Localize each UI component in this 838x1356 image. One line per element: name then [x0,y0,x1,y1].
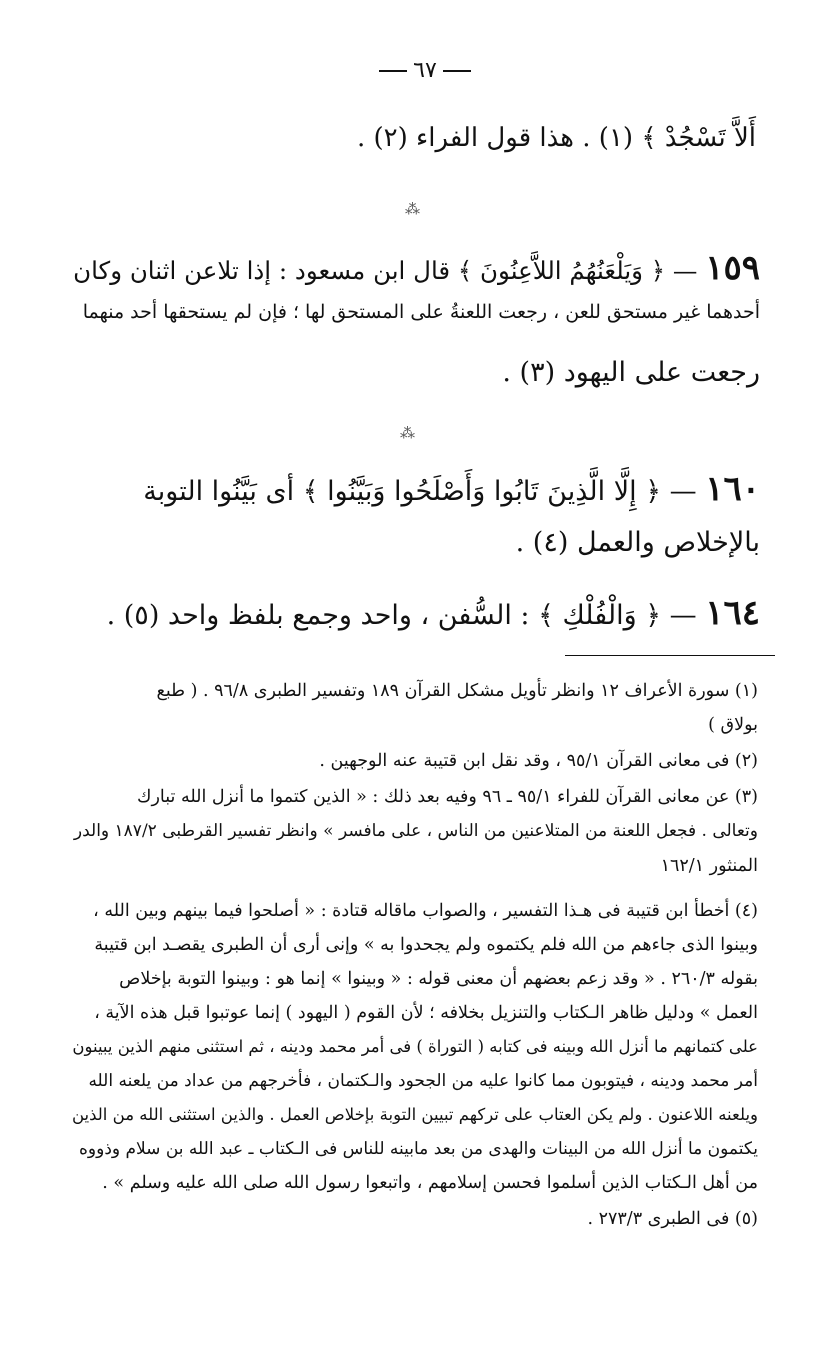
entry-159-line-3: رجعت على اليهود (٣) . [502,357,760,388]
entry-159-text-1: — ﴿ وَيَلْعَنُهُمُ اللاَّعِنُونَ ﴾ قال ابن مسعود : إذا تلاعن اثنان وكان [73,256,698,285]
footnote-4-line-7: ويلعنه اللاعنون . ولم يكن العتاب على تركهم تبيين التوبة بإخلاص العمل . والذين استثنى الله من الذين [71,1105,758,1124]
footnote-4-line-4: العمل » ودليل ظاهر الـكتاب والتنزيل بخلافه ؛ لأن القوم ( اليهود ) إنما عوتبوا قبل هذه الآية ، [94,1003,758,1023]
footnote-4-line-3: بقوله ٢٦٠/٣ . « وقد زعم بعضهم أن معنى قوله : « وبينوا » إنما هو : وبينوا التوبة بإخلاص [119,969,758,989]
entry-159-line-1 [73,246,760,290]
footnote-separator [565,655,775,656]
page-number [360,58,490,83]
entry-159-number: ١٥٩ [705,248,760,288]
footnote-5: (٥) فى الطبرى ٢٧٣/٣ . [587,1209,758,1229]
entry-164-number: ١٦٤ [705,593,760,633]
footnote-1-line-2: بولاق ) [708,715,758,735]
footnote-1-line-1: (١) سورة الأعراف ١٢ وانظر تأويل مشكل القرآن ١٨٩ وتفسير الطبرى ٩٦/٨ . ( طبع [156,681,758,701]
footnote-2: (٢) فى معانى القرآن ٩٥/١ ، وقد نقل ابن قتيبة عنه الوجهين . [319,751,758,771]
page-number-dash-right [443,70,471,72]
section-separator: ⁂ [405,200,423,218]
footnote-3-line-1: (٣) عن معانى القرآن للفراء ٩٥/١ ـ ٩٦ وفيه بعد ذلك : « الذين كتموا ما أنزل الله تبارك [137,787,758,807]
continuation-line: أَلاَّ تَسْجُدْ ﴾ (١) . هذا قول الفراء (٢) . [356,123,756,153]
page-number-text: ٦٧ [413,58,437,83]
entry-160-line-1 [143,467,760,511]
entry-160-line-2: بالإخلاص والعمل (٤) . [515,527,760,558]
footnote-4-line-1: (٤) أخطأ ابن قتيبة فى هـذا التفسير ، والصواب ماقاله قتادة : « أصلحوا فيما بينهم وبين الله ، [93,901,758,921]
section-separator: ⁂ [400,424,418,442]
entry-164-text-1: — ﴿ وَالْفُلْكِ ﴾ : السُّفن ، واحد وجمع بلفظ واحد (٥) . [106,600,697,631]
page-number-dash-left [379,70,407,72]
entry-159-line-2: أحدهما غير مستحق للعن ، رجعت اللعنةُ على المستحق لها ؛ فإن لم يستحقها أحد منهما [82,301,760,323]
footnote-4-line-5: على كتمانهم ما أنزل الله وبينه فى كتابه ( التوراة ) فى أمر محمد ودينه ، ثم استثنى منهم الذين يبينون [72,1037,758,1056]
footnote-4-line-6: أمر محمد ودينه ، فيتوبون مما كانوا عليه من الجحود والـكتمان ، فأخرجهم من عداد من يلعنه الله [88,1071,758,1091]
footnote-4-line-8: يكتمون ما أنزل الله من البينات والهدى من بعد مابينه للناس فى الـكتاب ـ عبد الله بن سلام وذووه [79,1139,758,1159]
footnote-3-line-3: المنثور ١٦٢/١ [660,856,758,876]
footnote-4-line-9: من أهل الـكتاب الذين أسلموا فحسن إسلامهم ، واتبعوا رسول الله صلى الله عليه وسلم » . [102,1173,758,1193]
entry-160-number: ١٦٠ [705,469,760,509]
entry-164-line-1 [107,591,760,635]
footnote-3-line-2: وتعالى . فجعل اللعنة من المتلاعنين من الناس ، على مافسر » وانظر تفسير القرطبى ١٨٧/٢ والدر [73,821,758,841]
footnote-4-line-2: وبينوا الذى جاءهم من الله فلم يكتموه ولم يجحدوا به » وإنى أرى أن الطبرى يقصـد ابن قتيبة [94,935,758,955]
entry-160-text-1: — ﴿ إِلَّا الَّذِينَ تَابُوا وَأَصْلَحُوا وَبَيَّنُوا ﴾ أى بَيَّنُوا التوبة [143,476,697,507]
